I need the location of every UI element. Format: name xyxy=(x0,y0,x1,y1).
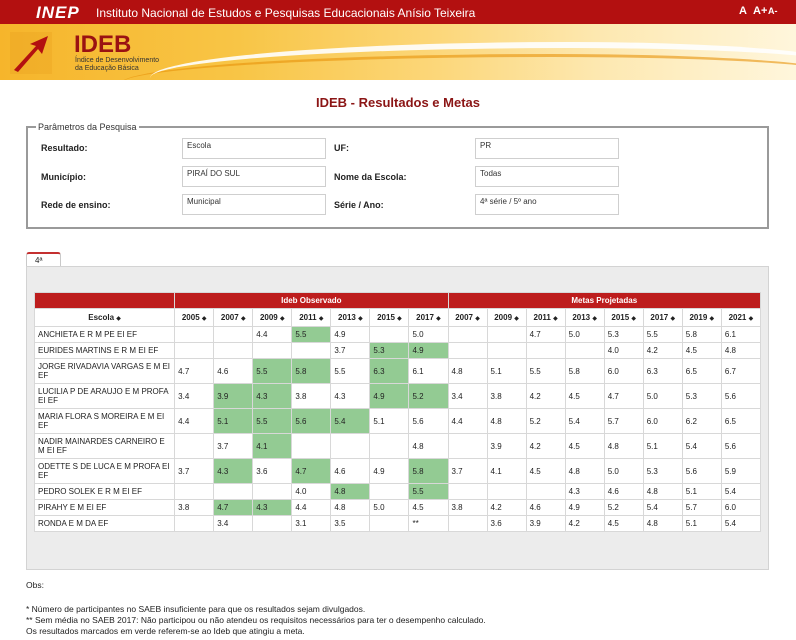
meta-cell: 5.6 xyxy=(721,384,760,409)
table-row xyxy=(35,327,761,343)
meta-cell: 4.2 xyxy=(487,500,526,516)
column-meta-2007[interactable] xyxy=(448,309,487,327)
column-meta-2009-label: 2009 xyxy=(494,313,513,322)
observed-cell: 3.5 xyxy=(331,516,370,532)
meta-cell: 5.4 xyxy=(643,500,682,516)
serie-ano-field[interactable]: 4ª série / 5º ano xyxy=(475,194,619,215)
meta-cell: 5.7 xyxy=(604,409,643,434)
observed-cell: 4.3 xyxy=(253,384,292,409)
observed-cell: 3.7 xyxy=(214,434,253,459)
column-observed-2009[interactable] xyxy=(253,309,292,327)
observed-cell xyxy=(292,434,331,459)
column-meta-2013[interactable] xyxy=(565,309,604,327)
column-meta-2019-label: 2019 xyxy=(689,313,708,322)
column-meta-2015-label: 2015 xyxy=(611,313,630,322)
observed-cell: 5.0 xyxy=(370,500,409,516)
meta-cell: 5.1 xyxy=(682,516,721,532)
meta-cell: 6.5 xyxy=(682,359,721,384)
column-meta-2011[interactable] xyxy=(526,309,565,327)
sort-icon: ◆ xyxy=(318,316,324,322)
observed-cell: 5.6 xyxy=(292,409,331,434)
observations xyxy=(26,580,486,637)
table-row xyxy=(35,409,761,434)
institution-name: Instituto Nacional de Estudos e Pesquisas Educacionais Anísio Teixeira xyxy=(96,6,476,20)
meta-cell: 4.6 xyxy=(604,484,643,500)
sort-icon: ◆ xyxy=(436,316,441,322)
column-observed-2017[interactable] xyxy=(409,309,448,327)
sort-icon: ◆ xyxy=(670,316,676,322)
school-name: ANCHIETA E R M PE EI EF xyxy=(35,327,175,343)
ideb-title: IDEB xyxy=(74,31,132,58)
observed-cell: 3.6 xyxy=(253,459,292,484)
meta-cell: 3.7 xyxy=(448,459,487,484)
column-meta-2021[interactable] xyxy=(721,309,760,327)
observed-cell: 3.7 xyxy=(331,343,370,359)
meta-cell xyxy=(565,343,604,359)
meta-cell: 4.5 xyxy=(526,459,565,484)
uf-field[interactable]: PR xyxy=(475,138,619,159)
nome-escola-label: Nome da Escola: xyxy=(334,172,407,182)
meta-cell: 4.4 xyxy=(448,409,487,434)
meta-cell: 5.0 xyxy=(565,327,604,343)
observed-cell: 4.7 xyxy=(292,459,331,484)
meta-cell: 4.8 xyxy=(604,434,643,459)
observed-cell xyxy=(370,434,409,459)
table-row xyxy=(35,459,761,484)
observed-cell: 5.5 xyxy=(253,409,292,434)
meta-cell: 3.8 xyxy=(487,384,526,409)
inep-logo[interactable]: INEP xyxy=(36,3,80,22)
meta-cell: 4.9 xyxy=(565,500,604,516)
table-row xyxy=(35,484,761,500)
meta-cell: 5.8 xyxy=(565,359,604,384)
font-increase-button[interactable]: A+ xyxy=(753,5,768,17)
meta-cell: 5.0 xyxy=(643,384,682,409)
observed-cell xyxy=(214,343,253,359)
top-bar xyxy=(0,0,796,24)
observed-cell: 4.8 xyxy=(331,500,370,516)
observed-cell: 5.5 xyxy=(409,484,448,500)
sort-icon: ◆ xyxy=(397,316,402,322)
banner-swoosh-white xyxy=(150,42,796,80)
observed-cell: 4.8 xyxy=(331,484,370,500)
observed-cell: 3.9 xyxy=(214,384,253,409)
observed-cell xyxy=(370,484,409,500)
meta-cell xyxy=(448,327,487,343)
meta-cell: 4.1 xyxy=(487,459,526,484)
meta-cell: 6.1 xyxy=(721,327,760,343)
observed-cell: 6.1 xyxy=(409,359,448,384)
observed-cell: 5.5 xyxy=(253,359,292,384)
meta-cell: 4.8 xyxy=(643,516,682,532)
observed-cell: 5.2 xyxy=(409,384,448,409)
school-name: ODETTE S DE LUCA E M PROFA EI EF xyxy=(35,459,175,484)
meta-cell xyxy=(487,484,526,500)
meta-cell: 5.6 xyxy=(721,434,760,459)
table-row xyxy=(35,343,761,359)
meta-cell: 4.8 xyxy=(565,459,604,484)
column-meta-2017-label: 2017 xyxy=(650,313,669,322)
sort-icon: ◆ xyxy=(748,316,754,322)
observed-cell: 5.6 xyxy=(409,409,448,434)
table-row xyxy=(35,359,761,384)
column-observed-2013-label: 2013 xyxy=(338,313,356,322)
meta-cell: 3.4 xyxy=(448,384,487,409)
column-observed-2015[interactable] xyxy=(370,309,409,327)
tab-serie-ano[interactable]: 4ª xyxy=(26,252,61,266)
column-observed-2017-label: 2017 xyxy=(416,313,434,322)
observed-cell: 3.8 xyxy=(292,384,331,409)
meta-cell: 6.2 xyxy=(682,409,721,434)
table-year-header xyxy=(35,309,761,327)
observed-cell xyxy=(253,484,292,500)
school-name: EURIDES MARTINS E R M EI EF xyxy=(35,343,175,359)
observed-cell xyxy=(175,484,214,500)
font-decrease-button[interactable]: A- xyxy=(768,6,778,16)
observed-cell: 5.1 xyxy=(370,409,409,434)
municipio-label: Município: xyxy=(41,172,86,182)
meta-cell: 3.9 xyxy=(487,434,526,459)
group-header-observed: Ideb Observado xyxy=(175,293,448,309)
column-meta-2011-label: 2011 xyxy=(533,313,551,322)
sort-icon: ◆ xyxy=(201,316,207,322)
meta-cell: 5.4 xyxy=(682,434,721,459)
observed-cell: 5.0 xyxy=(409,327,448,343)
meta-cell xyxy=(487,327,526,343)
column-meta-2015[interactable] xyxy=(604,309,643,327)
uf-label: UF: xyxy=(334,143,349,153)
observed-cell xyxy=(175,434,214,459)
meta-cell: 5.1 xyxy=(682,484,721,500)
table-group-header xyxy=(35,293,761,309)
observed-cell: 4.7 xyxy=(175,359,214,384)
meta-cell: 5.1 xyxy=(643,434,682,459)
sort-icon: ◆ xyxy=(553,316,558,322)
meta-cell: 5.8 xyxy=(682,327,721,343)
observed-cell: 5.8 xyxy=(409,459,448,484)
meta-cell: 4.8 xyxy=(487,409,526,434)
observed-cell: 4.4 xyxy=(175,409,214,434)
observed-cell: 3.4 xyxy=(214,516,253,532)
observed-cell: 5.3 xyxy=(370,343,409,359)
group-header-metas: Metas Projetadas xyxy=(448,293,761,309)
observed-cell: 4.3 xyxy=(214,459,253,484)
school-name: RONDA E M DA EF xyxy=(35,516,175,532)
sort-icon: ◆ xyxy=(116,316,121,322)
meta-cell: 4.8 xyxy=(721,343,760,359)
meta-cell: 5.4 xyxy=(565,409,604,434)
observed-cell: ** xyxy=(409,516,448,532)
obs-note-3: Os resultados marcados em verde referem-se ao Ideb que atingiu a meta. xyxy=(26,626,305,636)
observed-cell: 4.3 xyxy=(331,384,370,409)
observed-cell: 5.4 xyxy=(331,409,370,434)
meta-cell: 4.6 xyxy=(526,500,565,516)
observed-cell: 4.6 xyxy=(214,359,253,384)
meta-cell xyxy=(487,343,526,359)
sort-icon: ◆ xyxy=(592,316,597,322)
ideb-subtitle-line2: da Educação Básica xyxy=(75,65,139,72)
sort-icon: ◆ xyxy=(240,316,246,322)
font-normal-button[interactable]: A xyxy=(739,5,747,17)
meta-cell: 4.0 xyxy=(604,343,643,359)
column-observed-2009-label: 2009 xyxy=(259,313,278,322)
meta-cell: 5.7 xyxy=(682,500,721,516)
meta-cell: 3.6 xyxy=(487,516,526,532)
meta-cell: 4.5 xyxy=(682,343,721,359)
meta-cell: 6.0 xyxy=(643,409,682,434)
observed-cell: 5.5 xyxy=(331,359,370,384)
column-observed-2011[interactable] xyxy=(292,309,331,327)
observed-cell xyxy=(331,434,370,459)
meta-cell: 4.5 xyxy=(565,384,604,409)
column-observed-2013[interactable] xyxy=(331,309,370,327)
sort-icon: ◆ xyxy=(279,316,285,322)
column-meta-2007-label: 2007 xyxy=(455,313,473,322)
meta-cell: 5.5 xyxy=(643,327,682,343)
sort-icon: ◆ xyxy=(631,316,637,322)
observed-cell xyxy=(292,343,331,359)
observed-cell: 4.3 xyxy=(253,500,292,516)
column-escola-label: Escola xyxy=(88,313,115,322)
ideb-arrow-icon xyxy=(8,30,54,76)
table-row xyxy=(35,516,761,532)
meta-cell: 5.0 xyxy=(604,459,643,484)
meta-cell xyxy=(448,343,487,359)
meta-cell: 6.5 xyxy=(721,409,760,434)
meta-cell: 5.5 xyxy=(526,359,565,384)
column-meta-2021-label: 2021 xyxy=(728,313,747,322)
observed-cell: 3.7 xyxy=(175,459,214,484)
observed-cell: 4.9 xyxy=(370,384,409,409)
meta-cell: 5.3 xyxy=(643,459,682,484)
observed-cell: 4.4 xyxy=(292,500,331,516)
meta-cell xyxy=(448,484,487,500)
meta-cell: 5.6 xyxy=(682,459,721,484)
resultado-field[interactable]: Escola xyxy=(182,138,326,159)
observed-cell xyxy=(253,516,292,532)
observed-cell: 4.9 xyxy=(409,343,448,359)
rede-ensino-label: Rede de ensino: xyxy=(41,200,111,210)
observed-cell xyxy=(253,343,292,359)
meta-cell: 5.2 xyxy=(526,409,565,434)
school-name: PIRAHY E M EI EF xyxy=(35,500,175,516)
school-name: NADIR MAINARDES CARNEIRO E M EI EF xyxy=(35,434,175,459)
group-header-blank xyxy=(35,293,175,309)
meta-cell: 5.4 xyxy=(721,484,760,500)
observed-cell: 4.1 xyxy=(253,434,292,459)
meta-cell: 4.5 xyxy=(565,434,604,459)
observed-cell: 5.5 xyxy=(292,327,331,343)
column-observed-2007-label: 2007 xyxy=(220,313,239,322)
meta-cell: 5.3 xyxy=(604,327,643,343)
serie-ano-label: Série / Ano: xyxy=(334,200,384,210)
sort-icon: ◆ xyxy=(514,316,519,322)
observed-cell: 6.3 xyxy=(370,359,409,384)
obs-note-1: * Número de participantes no SAEB insuficiente para que os resultados sejam divulgados. xyxy=(26,604,366,614)
meta-cell xyxy=(526,343,565,359)
observed-cell xyxy=(175,343,214,359)
observed-cell: 4.5 xyxy=(409,500,448,516)
observed-cell: 4.0 xyxy=(292,484,331,500)
search-parameters-legend: Parâmetros da Pesquisa xyxy=(38,122,137,132)
meta-cell xyxy=(448,434,487,459)
column-escola[interactable] xyxy=(35,309,175,327)
page-title: IDEB - Resultados e Metas xyxy=(316,95,480,110)
observed-cell: 4.7 xyxy=(214,500,253,516)
meta-cell: 3.8 xyxy=(448,500,487,516)
meta-cell: 4.8 xyxy=(643,484,682,500)
observed-cell: 5.1 xyxy=(214,409,253,434)
meta-cell: 5.9 xyxy=(721,459,760,484)
obs-title: Obs: xyxy=(26,580,44,590)
column-meta-2019[interactable] xyxy=(682,309,721,327)
observed-cell xyxy=(175,516,214,532)
table-row xyxy=(35,384,761,409)
ideb-banner xyxy=(0,24,796,80)
observed-cell: 4.8 xyxy=(409,434,448,459)
ideb-subtitle-line1: Índice de Desenvolvimento xyxy=(75,57,160,64)
table-row xyxy=(35,434,761,459)
school-name: LUCILIA P DE ARAUJO E M PROFA EI EF xyxy=(35,384,175,409)
school-name: MARIA FLORA S MOREIRA E M EI EF xyxy=(35,409,175,434)
ideb-subtitle xyxy=(75,57,195,73)
column-observed-2005-label: 2005 xyxy=(181,313,200,322)
meta-cell: 6.3 xyxy=(643,359,682,384)
table-row xyxy=(35,500,761,516)
observed-cell: 5.8 xyxy=(292,359,331,384)
resultado-label: Resultado: xyxy=(41,143,88,153)
results-table xyxy=(34,292,761,532)
meta-cell: 4.8 xyxy=(448,359,487,384)
column-meta-2013-label: 2013 xyxy=(572,313,591,322)
meta-cell: 4.3 xyxy=(565,484,604,500)
meta-cell: 5.4 xyxy=(721,516,760,532)
sort-icon: ◆ xyxy=(358,316,363,322)
observed-cell xyxy=(370,516,409,532)
meta-cell: 4.7 xyxy=(604,384,643,409)
meta-cell: 4.7 xyxy=(526,327,565,343)
municipio-field[interactable]: PIRAÍ DO SUL xyxy=(182,166,326,187)
observed-cell xyxy=(370,327,409,343)
observed-cell xyxy=(175,327,214,343)
meta-cell: 6.7 xyxy=(721,359,760,384)
school-name: PEDRO SOLEK E R M EI EF xyxy=(35,484,175,500)
meta-cell: 4.5 xyxy=(604,516,643,532)
column-meta-2009[interactable] xyxy=(487,309,526,327)
column-observed-2015-label: 2015 xyxy=(377,313,395,322)
column-meta-2017[interactable] xyxy=(643,309,682,327)
observed-cell: 3.4 xyxy=(175,384,214,409)
observed-cell: 4.6 xyxy=(331,459,370,484)
meta-cell xyxy=(448,516,487,532)
observed-cell: 4.9 xyxy=(370,459,409,484)
meta-cell: 4.2 xyxy=(526,384,565,409)
column-observed-2007[interactable] xyxy=(214,309,253,327)
meta-cell: 5.1 xyxy=(487,359,526,384)
observed-cell xyxy=(214,327,253,343)
observed-cell: 4.4 xyxy=(253,327,292,343)
school-name: JORGE RIVADAVIA VARGAS E M EI EF xyxy=(35,359,175,384)
meta-cell: 4.2 xyxy=(526,434,565,459)
sort-icon: ◆ xyxy=(475,316,480,322)
meta-cell: 4.2 xyxy=(565,516,604,532)
meta-cell: 6.0 xyxy=(604,359,643,384)
observed-cell xyxy=(214,484,253,500)
observed-cell: 4.9 xyxy=(331,327,370,343)
column-observed-2011-label: 2011 xyxy=(299,313,317,322)
rede-ensino-field[interactable]: Municipal xyxy=(182,194,326,215)
meta-cell: 5.2 xyxy=(604,500,643,516)
meta-cell: 6.0 xyxy=(721,500,760,516)
nome-escola-field[interactable]: Todas xyxy=(475,166,619,187)
observed-cell: 3.1 xyxy=(292,516,331,532)
sort-icon: ◆ xyxy=(709,316,715,322)
observed-cell: 3.8 xyxy=(175,500,214,516)
meta-cell: 5.3 xyxy=(682,384,721,409)
column-observed-2005[interactable] xyxy=(175,309,214,327)
meta-cell xyxy=(526,484,565,500)
meta-cell: 4.2 xyxy=(643,343,682,359)
meta-cell: 3.9 xyxy=(526,516,565,532)
obs-note-2: ** Sem média no SAEB 2017: Não participou ou não atendeu os requisitos necessários para ter o desempenho calculado. xyxy=(26,615,486,625)
